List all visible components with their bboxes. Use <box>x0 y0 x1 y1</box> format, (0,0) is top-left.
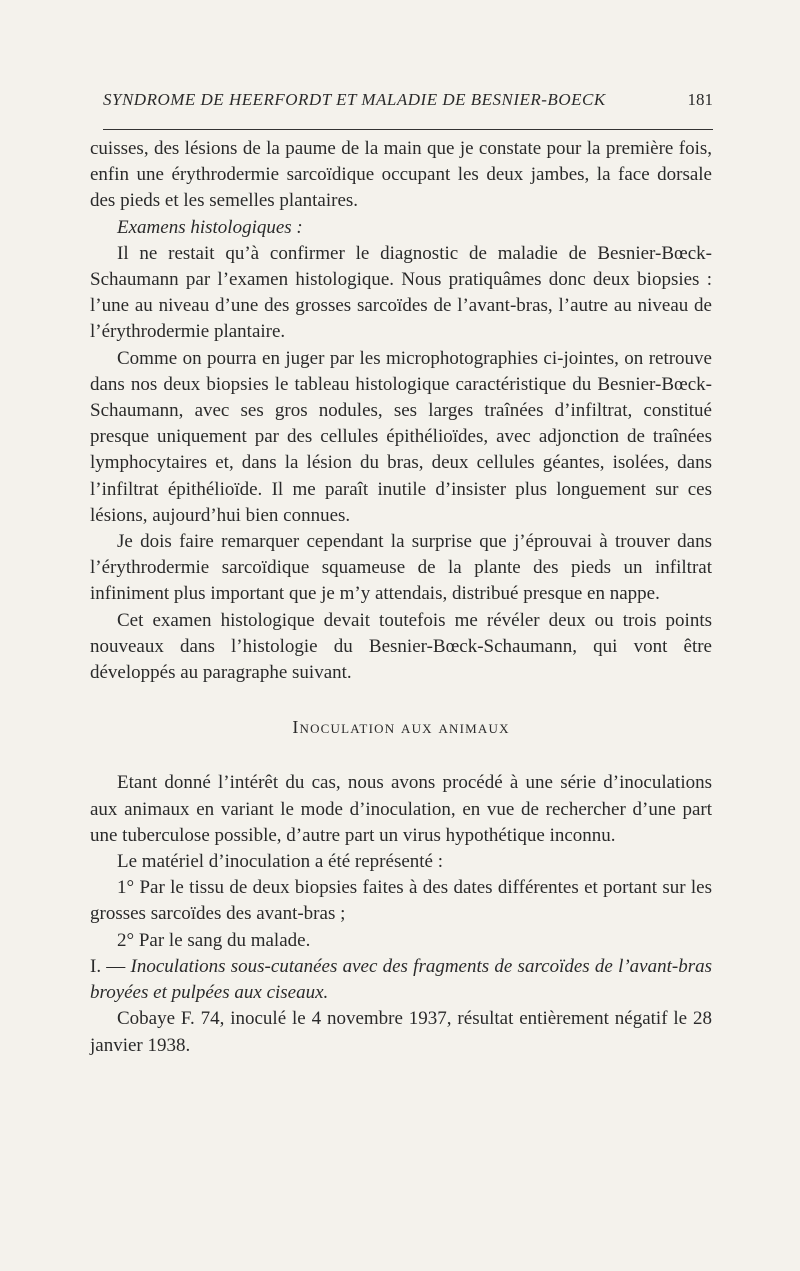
paragraph-materiel: Le matériel d’inoculation a été représenté : <box>117 851 444 873</box>
subsection-i-title: Inoculations sous-cutanées avec des fragments de sarcoïdes de l’avant-bras broyées et pulpées aux ciseaux. <box>90 955 712 1004</box>
paragraph-cobaye: Cobaye F. 74, inoculé le 4 novembre 1937, résultat entièrement négatif le 28 janvier 1938. <box>90 1008 712 1056</box>
subsection-i-number: I. — <box>90 955 131 977</box>
page-number: 181 <box>687 90 713 109</box>
running-title: SYNDROME DE HEERFORDT ET MALADIE DE BESNIER-BOECK <box>103 90 606 109</box>
paragraph-diagnostic: Il ne restait qu’à confirmer le diagnostic de maladie de Besnier-Bœck-Schaumann par l’examen histologique. Nous pratiquâmes donc deux biopsies : l’une au niveau d’une des grosses sarcoïdes de l’avant-bras, l’autre au niveau de l’érythrodermie plantaire. <box>90 242 712 343</box>
paragraph-inoculations: Etant donné l’intérêt du cas, nous avons procédé à une série d’inoculations aux animaux en variant le mode d’inoculation, en vue de rechercher d’une part une tuberculose possible, d’autre part un virus hypothétique inconnu. <box>90 772 712 846</box>
header-rule <box>103 129 713 130</box>
paragraph-surprise: Je dois faire remarquer cependant la surprise que j’éprouvai à trouver dans l’érythrodermie sarcoïdique squameuse de la plante des pieds un infiltrat infiniment plus important que je m’y attendais, distribué presque en nappe. <box>90 531 712 605</box>
subsection-i <box>90 954 712 1006</box>
list-item-2: 2° Par le sang du malade. <box>117 929 311 951</box>
running-header <box>103 90 713 110</box>
paragraph-points-nouveaux: Cet examen histologique devait toutefois me révéler deux ou trois points nouveaux dans l’histologie du Besnier-Bœck-Schaumann, qui vont être développés au paragraphe suivant. <box>90 609 712 684</box>
paragraph-microphotographies: Comme on pourra en juger par les microphotographies ci-jointes, on retrouve dans nos deux biopsies le tableau histologique caractéristique du Besnier-Bœck-Schaumann, avec ses gros nodules, ses larges traînées d’infiltrat, constitué presque uniquement par des cellules épithélioïdes, avec adjonction de traînées lymphocytaires et, dans la lésion du bras, deux cellules géantes, isolées, dans l’infiltrat épithélioïde. Il me paraît inutile d’insister plus longuement sur ces lésions, aujourd’hui bien connues. <box>90 347 712 526</box>
page-body <box>90 136 712 1059</box>
paragraph-continuation: cuisses, des lésions de la paume de la main que je constate pour la première fois, enfin une érythrodermie sarcoïdique occupant les deux jambes, la face dorsale des pieds et les semelles plantaires. <box>90 138 712 212</box>
subheading-examens: Examens histologiques : <box>117 216 303 238</box>
list-item-1: 1° Par le tissu de deux biopsies faites à des dates différentes et portant sur les grosses sarcoïdes des avant-bras ; <box>90 877 712 925</box>
section-title: Inoculation aux animaux <box>292 717 510 738</box>
